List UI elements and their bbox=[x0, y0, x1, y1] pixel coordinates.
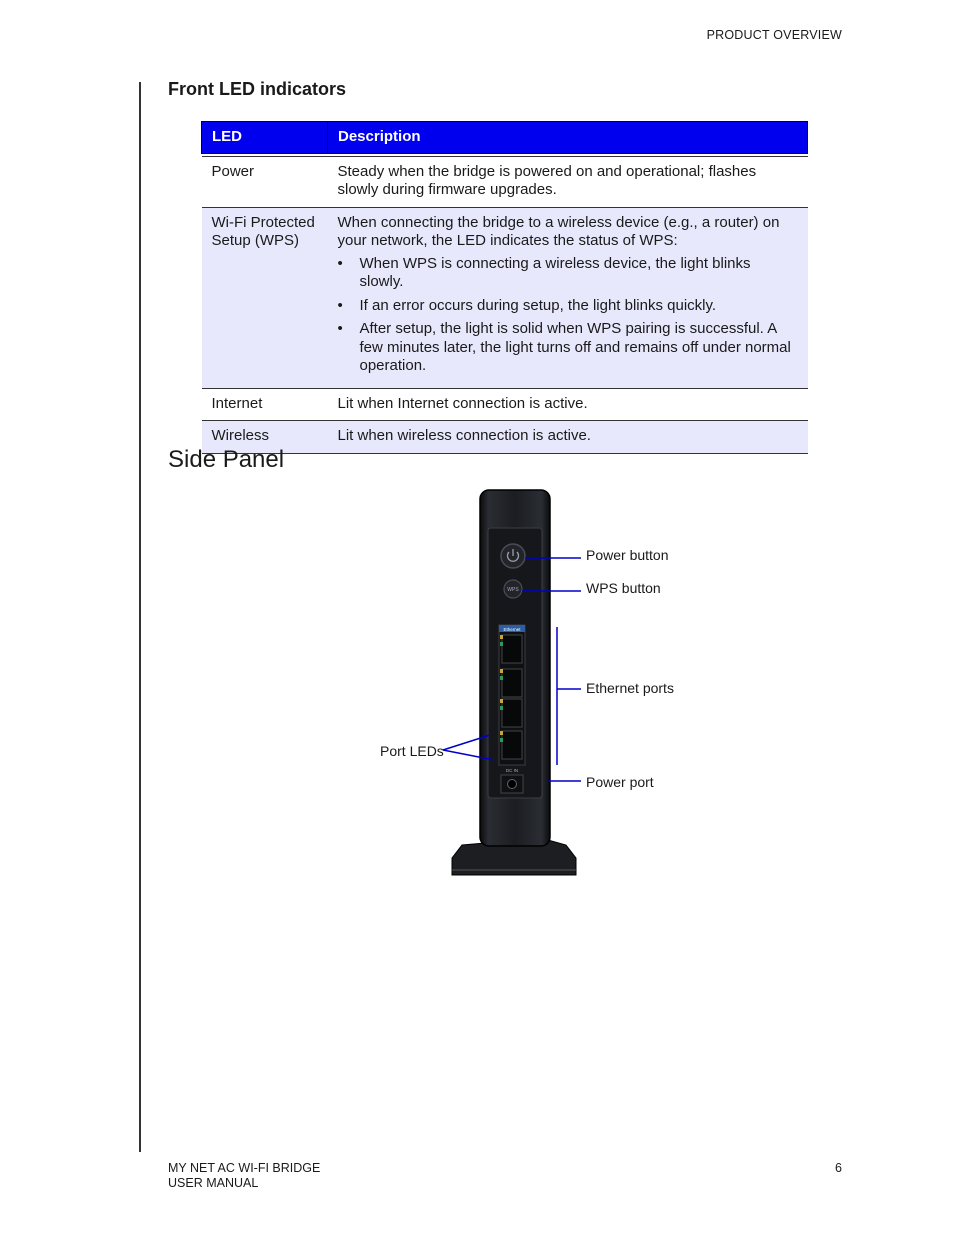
wps-text: WPS bbox=[507, 587, 519, 593]
table-row bbox=[202, 388, 808, 421]
margin-rule bbox=[139, 82, 141, 1152]
column-header-description: Description bbox=[328, 122, 808, 154]
led-name: Wi-Fi Protected Setup (WPS) bbox=[202, 207, 328, 388]
page-number: 6 bbox=[835, 1161, 842, 1175]
table-row bbox=[202, 156, 808, 207]
footer-line-2: USER MANUAL bbox=[168, 1176, 259, 1190]
led-table bbox=[201, 121, 808, 454]
label-ethernet-ports: Ethernet ports bbox=[586, 680, 674, 696]
table-header-row bbox=[202, 122, 808, 154]
footer-product bbox=[168, 1161, 320, 1191]
bullet-list bbox=[338, 255, 798, 376]
label-port-leds: Port LEDs bbox=[380, 743, 444, 759]
footer-line-1: MY NET AC WI-FI BRIDGE bbox=[168, 1161, 321, 1175]
led-description-cell bbox=[328, 207, 808, 388]
wps-button-graphic bbox=[504, 580, 522, 598]
list-item: • If an error occurs during setup, the light blinks quickly. bbox=[338, 297, 798, 316]
label-wps-button: WPS button bbox=[586, 580, 661, 596]
led-description: Lit when Internet connection is active. bbox=[328, 388, 808, 421]
running-header: PRODUCT OVERVIEW bbox=[706, 28, 842, 42]
label-power-port: Power port bbox=[586, 774, 654, 790]
column-header-led: LED bbox=[202, 122, 328, 154]
label-power-button: Power button bbox=[586, 547, 669, 563]
led-description: When connecting the bridge to a wireless device (e.g., a router) on your network, the LED indicates the status of WPS: bbox=[337, 213, 780, 249]
list-item: • When WPS is connecting a wireless device, the light blinks slowly. bbox=[338, 255, 798, 292]
led-name: Power bbox=[202, 156, 328, 207]
side-panel-title: Side Panel bbox=[168, 446, 285, 473]
table-row bbox=[202, 421, 808, 454]
list-item: • After setup, the light is solid when WPS pairing is successful. A few minutes later, the light turns off and remains off under normal operation. bbox=[338, 320, 798, 376]
led-name: Internet bbox=[202, 388, 328, 421]
led-description: Lit when wireless connection is active. bbox=[328, 421, 808, 454]
led-name: Wireless bbox=[202, 421, 328, 454]
section-heading: Front LED indicators bbox=[168, 79, 347, 99]
power-button-graphic bbox=[501, 544, 525, 568]
side-panel-diagram bbox=[370, 485, 700, 880]
ethernet-ports-graphic bbox=[502, 635, 522, 759]
ethernet-text: Ethernet bbox=[503, 627, 521, 632]
dc-in-text: DC IN bbox=[505, 768, 519, 773]
power-port-graphic bbox=[508, 780, 517, 789]
led-description: Steady when the bridge is powered on and operational; flashes slowly during firmware upgrades. bbox=[328, 156, 808, 207]
table-row bbox=[202, 207, 808, 388]
